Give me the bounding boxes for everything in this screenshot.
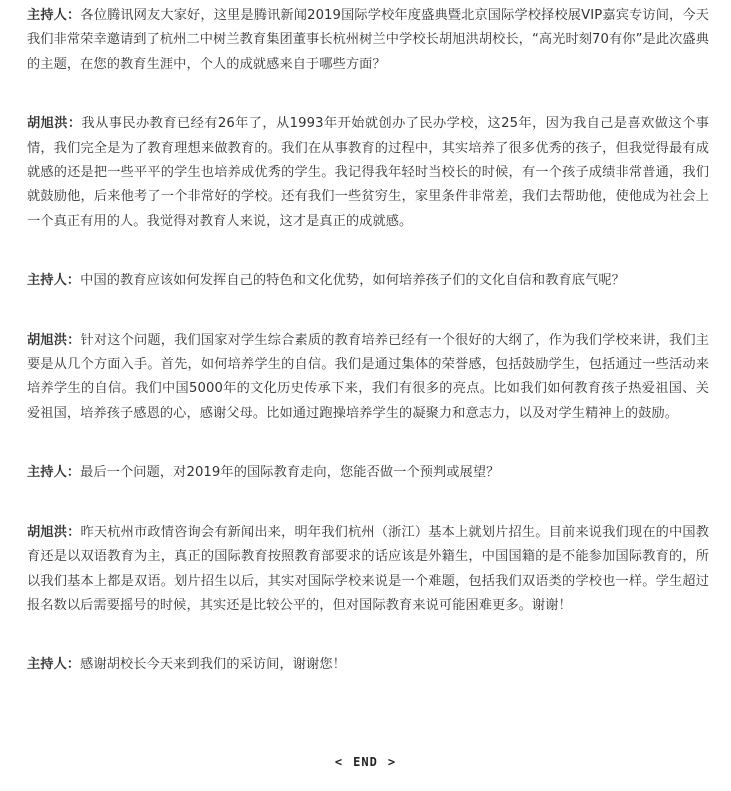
paragraph-gap — [27, 486, 709, 521]
end-marker — [0, 755, 731, 769]
paragraph-gap — [27, 618, 709, 653]
end-label: END — [353, 755, 378, 769]
paragraph-gap — [27, 234, 709, 269]
paragraph-text: 最后一个问题，对2019年的国际教育走向，您能否做一个预判或展望？ — [80, 465, 500, 481]
interview-paragraph — [27, 653, 709, 677]
paragraph-text: 我从事民办教育已经有26年了，从1993年开始就创办了民办学校，这25年，因为我自己是喜欢做这个事情，我们完全是为了教育理想来做教育的。我们在从事教育的过程中，其实培养了很多优秀的孩子，但我觉得最有成就感的还是把一些平平的学生也培养成优秀的学生。我记得我年轻时当校长的时候，有一个孩子成绩非常普通，我们就鼓励他，后来他考了一个非常好的学校。还有我们一些贫穷生，家里条件非常差，我们去帮助他，使他成为社会上一个真正有用的人。我觉得对教育人来说，这才是真正的成就感。 — [27, 116, 709, 229]
speaker-label: 主持人： — [27, 273, 81, 289]
paragraph-text: 中国的教育应该如何发挥自己的特色和文化优势，如何培养孩子们的文化自信和教育底气呢？ — [80, 273, 625, 289]
paragraph-text: 感谢胡校长今天来到我们的采访间，谢谢您！ — [80, 657, 346, 673]
speaker-label: 主持人： — [27, 465, 81, 481]
chevron-left-icon: < — [334, 755, 344, 769]
paragraph-gap — [27, 294, 709, 329]
speaker-label: 胡旭洪： — [27, 116, 82, 132]
interview-paragraph — [27, 329, 709, 427]
speaker-label: 主持人： — [27, 8, 81, 23]
speaker-label: 胡旭洪： — [27, 524, 81, 540]
chevron-right-icon: > — [387, 755, 397, 769]
speaker-label: 主持人： — [27, 657, 81, 673]
interview-paragraph — [27, 521, 709, 619]
paragraph-text: 各位腾讯网友大家好，这里是腾讯新闻2019国际学校年度盛典暨北京国际学校择校展VIP嘉宾专访间，今天我们非常荣幸邀请到了杭州二中树兰教育集团董事长杭州树兰中学校长胡旭洪胡校长，“高光时刻70有你”是此次盛典的主题，在您的教育生涯中，个人的成就感来自于哪些方面？ — [27, 8, 710, 72]
speaker-label: 胡旭洪： — [27, 332, 81, 348]
interview-paragraph — [27, 4, 709, 77]
interview-paragraph — [27, 112, 709, 234]
interview-article — [27, 4, 709, 678]
paragraph-text: 针对这个问题，我们国家对学生综合素质的教育培养已经有一个很好的大纲了，作为我们学校来讲，我们主要是从几个方面入手。首先，如何培养学生的自信。我们是通过集体的荣誉感，包括鼓励学生，包括通过一些活动来培养学生的自信。我们中国5000年的文化历史传承下来，我们有很多的亮点。比如我们如何教育孩子热爱祖国、关爱祖国，培养孩子感恩的心，感谢父母。比如通过跑操培养学生的凝聚力和意志力，以及对学生精神上的鼓励。 — [27, 332, 709, 421]
paragraph-gap — [27, 77, 709, 112]
paragraph-gap — [27, 426, 709, 461]
interview-paragraph — [27, 461, 709, 485]
interview-paragraph — [27, 269, 709, 293]
paragraph-text: 昨天杭州市政情咨询会有新闻出来，明年我们杭州（浙江）基本上就划片招生。目前来说我们现在的中国教育还是以双语教育为主，真正的国际教育按照教育部要求的话应该是外籍生，中国国籍的是不能参加国际教育的，所以我们基本上都是双语。划片招生以后，其实对国际学校来说是一个难题，包括我们双语类的学校也一样。学生超过报名数以后需要摇号的时候，其实还是比较公平的，但对国际教育来说可能困难更多。谢谢！ — [27, 524, 709, 613]
